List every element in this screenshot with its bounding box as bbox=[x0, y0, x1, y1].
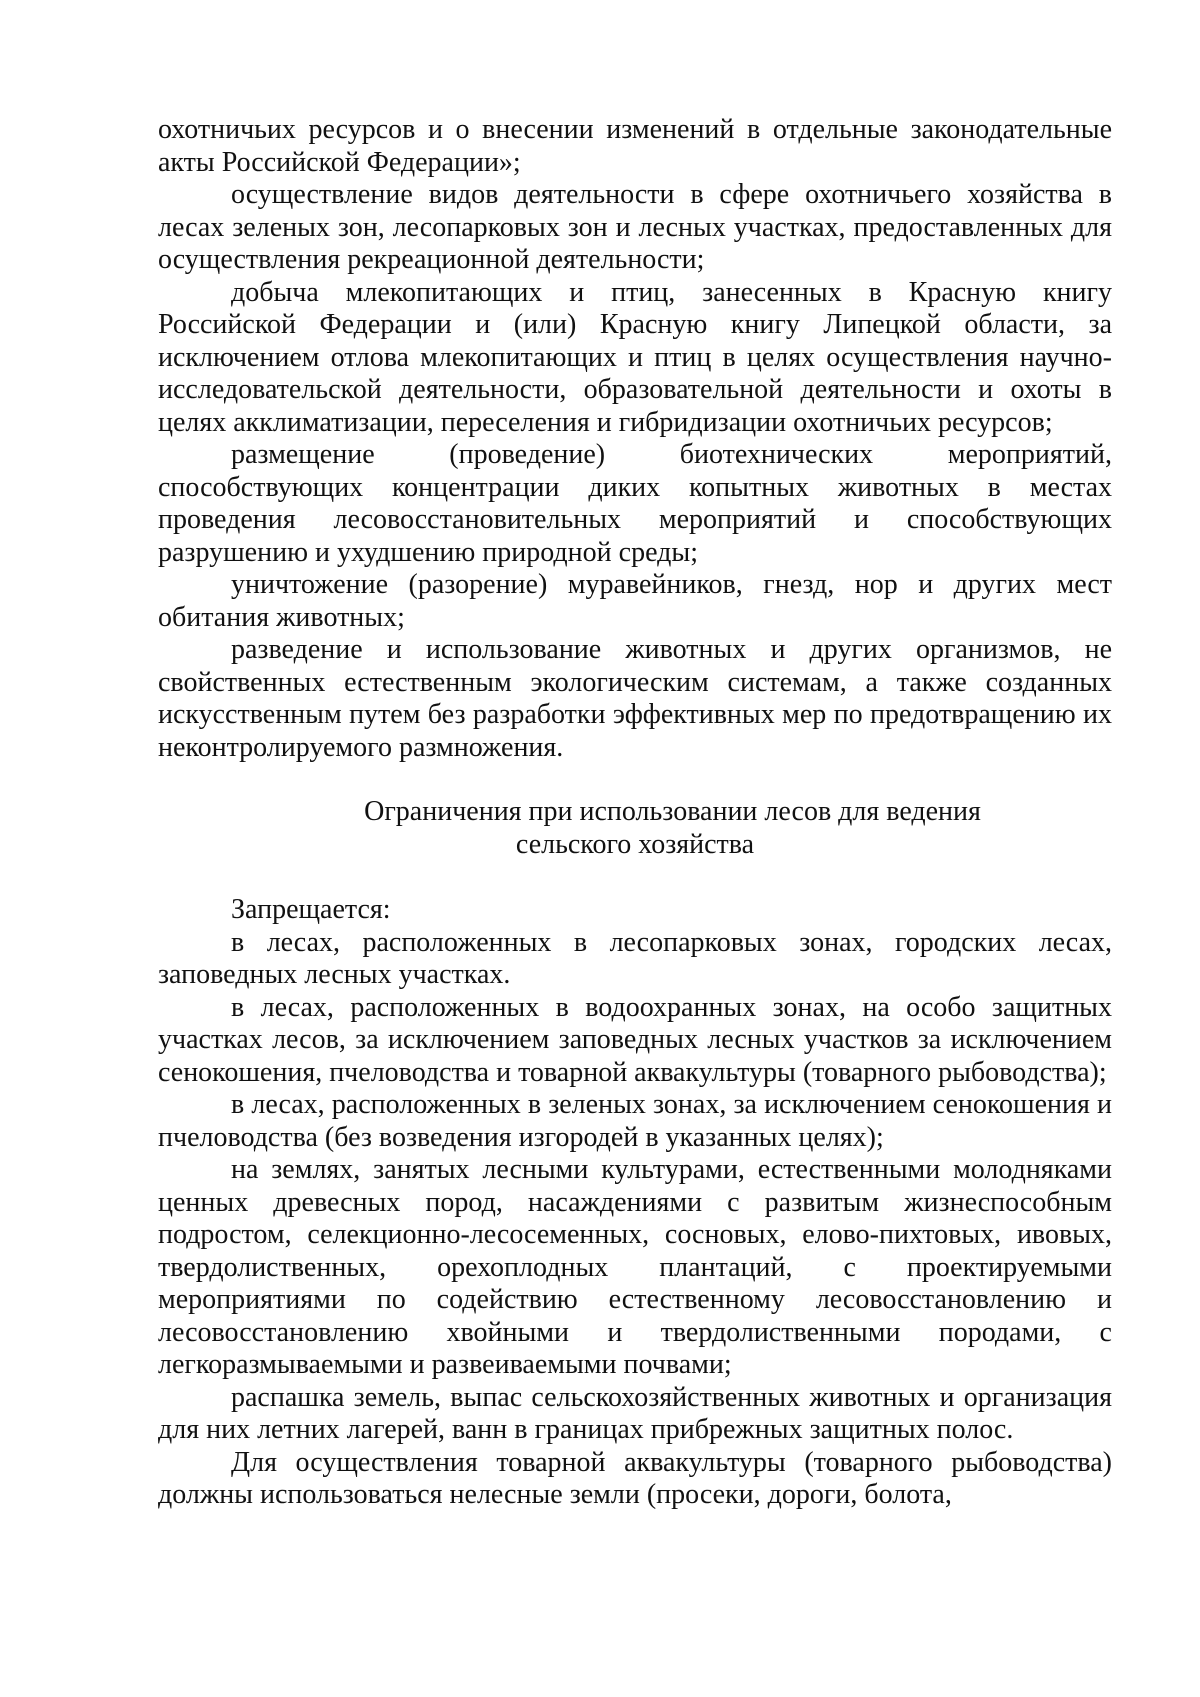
paragraph-water-protection-zones: в лесах, расположенных в водоохранных зонах, на особо защитных участках лесов, за исключением заповедных лесных участков за исключением сенокошения, пчеловодства и товарной аквакультуры (товарного рыбоводства); bbox=[158, 991, 1112, 1088]
paragraph-prohibited-intro: Запрещается: bbox=[231, 894, 391, 925]
paragraph-forest-cultures: на землях, занятых лесными культурами, естественными молодняками ценных древесных пород, насаждениями с развитым жизнеспособным подростом, селекционно-лесосеменных, сосновых, елово-пихтовых, ивовых, твердолиственных, орехоплодных плантаций, с проектируемыми мероприятиями по содействию естественному лесовосстановлению и лесовосстановлению хвойными и твердолиственными породами, с легкоразмываемыми и развеиваемыми почвами; bbox=[158, 1154, 1112, 1380]
paragraph-hunting-green-zones: осуществление видов деятельности в сфере охотничьего хозяйства в лесах зеленых зон, лесопарковых зон и лесных участках, предоставленных для осуществления рекреационной деятельности; bbox=[158, 179, 1112, 275]
paragraph-alien-organisms: разведение и использование животных и других организмов, не свойственных естественным экологическим системам, а также созданных искусственным путем без разработки эффективных мер по предотвращению их неконтролируемого размножения. bbox=[158, 634, 1112, 763]
section-heading bbox=[158, 764, 1112, 894]
paragraph-aquaculture: Для осуществления товарной аквакультуры (товарного рыбоводства) должны использоваться нелесные земли (просеки, дороги, болота, bbox=[158, 1446, 1112, 1510]
paragraph-red-book-species: добыча млекопитающих и птиц, занесенных в Красную книгу Российской Федерации и (или) Красную книгу Липецкой области, за исключением отлова млекопитающих и птиц в целях осуществления научно-исследовательской деятельности, образовательной деятельности и охоты в целях акклиматизации, переселения и гибридизации охотничьих ресурсов; bbox=[158, 276, 1112, 438]
paragraph-forest-park-zones: в лесах, расположенных в лесопарковых зонах, городских лесах, заповедных лесных участках. bbox=[158, 926, 1112, 990]
paragraph-anthills-nests: уничтожение (разорение) муравейников, гнезд, нор и других мест обитания животных; bbox=[158, 569, 1112, 633]
section-heading-line-2: сельского хозяйства bbox=[515, 828, 755, 860]
paragraph-continuation: охотничьих ресурсов и о внесении изменений в отдельные законодательные акты Российской Федерации»; bbox=[158, 114, 1112, 178]
document-page bbox=[158, 114, 1112, 1512]
paragraph-plowing-grazing: распашка земель, выпас сельскохозяйственных животных и организация для них летних лагерей, ванн в границах прибрежных защитных полос. bbox=[158, 1381, 1112, 1445]
paragraph-biotechnical-measures: размещение (проведение) биотехнических мероприятий, способствующих концентрации диких копытных животных в местах проведения лесовосстановительных мероприятий и способствующих разрушению и ухудшению природной среды; bbox=[158, 439, 1112, 568]
paragraph-green-zones: в лесах, расположенных в зеленых зонах, за исключением сенокошения и пчеловодства (без возведения изгородей в указанных целях); bbox=[158, 1089, 1112, 1153]
section-heading-line-1: Ограничения при использовании лесов для ведения bbox=[364, 796, 981, 827]
